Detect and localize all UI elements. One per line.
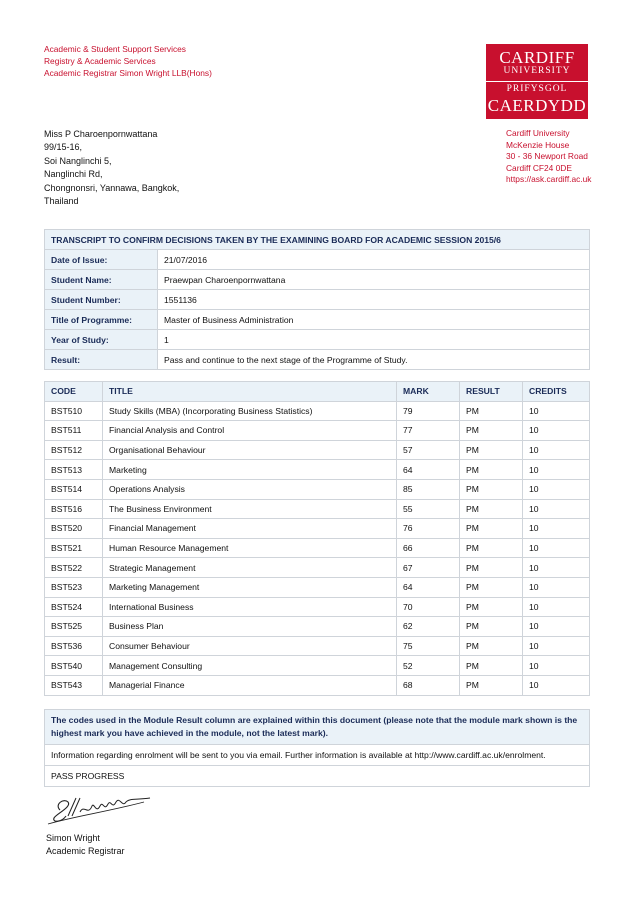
module-mark: 79 (397, 401, 460, 421)
module-code: BST514 (45, 479, 103, 499)
info-value: Praewpan Charoenpornwattana (158, 270, 590, 290)
table-row (45, 538, 590, 558)
module-result: PM (460, 479, 523, 499)
module-code: BST536 (45, 636, 103, 656)
module-mark: 75 (397, 636, 460, 656)
column-header-code: CODE (45, 382, 103, 402)
module-mark: 52 (397, 656, 460, 676)
module-code: BST522 (45, 558, 103, 578)
department-line: Academic & Student Support Services (44, 44, 186, 54)
module-title: Financial Management (103, 519, 397, 539)
address-line: McKenzie House (506, 139, 570, 150)
info-row (45, 250, 590, 270)
department-line: Registry & Academic Services (44, 56, 156, 66)
cardiff-university-logo (486, 44, 588, 119)
info-label: Year of Study: (45, 330, 158, 350)
module-title: Management Consulting (103, 656, 397, 676)
module-mark: 77 (397, 421, 460, 441)
module-credits: 10 (523, 460, 590, 480)
module-mark: 66 (397, 538, 460, 558)
column-header-credits: CREDITS (523, 382, 590, 402)
address-line: Cardiff University (506, 128, 570, 138)
module-result: PM (460, 656, 523, 676)
university-address (506, 128, 592, 186)
module-mark: 68 (397, 675, 460, 695)
module-mark: 70 (397, 597, 460, 617)
module-result: PM (460, 421, 523, 441)
module-title: Consumer Behaviour (103, 636, 397, 656)
module-title: Managerial Finance (103, 675, 397, 695)
module-result: PM (460, 401, 523, 421)
module-mark: 55 (397, 499, 460, 519)
address-line: Miss P Charoenpornwattana (44, 129, 158, 139)
module-credits: 10 (523, 479, 590, 499)
university-link[interactable]: https://ask.cardiff.ac.uk (506, 174, 592, 185)
module-credits: 10 (523, 440, 590, 460)
module-code: BST524 (45, 597, 103, 617)
info-value: Master of Business Administration (158, 310, 590, 330)
module-title: Study Skills (MBA) (Incorporating Business Statistics) (103, 401, 397, 421)
module-credits: 10 (523, 519, 590, 539)
address-line: 99/15-16, (44, 142, 83, 153)
module-result: PM (460, 558, 523, 578)
module-title: Marketing (103, 460, 397, 480)
info-row (45, 330, 590, 350)
address-line: Cardiff CF24 0DE (506, 162, 572, 173)
module-title: Strategic Management (103, 558, 397, 578)
transcript-title: TRANSCRIPT TO CONFIRM DECISIONS TAKEN BY THE EXAMINING BOARD FOR ACADEMIC SESSION 2015/6 (45, 230, 590, 250)
module-title: Operations Analysis (103, 479, 397, 499)
module-title: Financial Analysis and Control (103, 421, 397, 441)
module-credits: 10 (523, 499, 590, 519)
module-title: Business Plan (103, 617, 397, 637)
module-code: BST523 (45, 577, 103, 597)
module-code: BST516 (45, 499, 103, 519)
department-line: Academic Registrar Simon Wright LLB(Hons) (44, 68, 212, 78)
module-title: The Business Environment (103, 499, 397, 519)
signatory-name: Simon Wright (46, 833, 100, 843)
table-row (45, 675, 590, 695)
module-result: PM (460, 440, 523, 460)
info-value: 21/07/2016 (158, 250, 590, 270)
module-result: PM (460, 538, 523, 558)
module-code: BST512 (45, 440, 103, 460)
module-credits: 10 (523, 577, 590, 597)
module-credits: 10 (523, 421, 590, 441)
module-title: Marketing Management (103, 577, 397, 597)
table-row (45, 656, 590, 676)
logo-line: CARDIFF (499, 48, 575, 67)
signature-image (46, 790, 156, 830)
table-row (45, 558, 590, 578)
info-value: Pass and continue to the next stage of the Programme of Study. (158, 350, 590, 370)
module-code: BST513 (45, 460, 103, 480)
module-mark: 76 (397, 519, 460, 539)
module-mark: 64 (397, 460, 460, 480)
module-mark: 57 (397, 440, 460, 460)
info-label: Student Number: (45, 290, 158, 310)
table-row (45, 401, 590, 421)
module-code: BST511 (45, 421, 103, 441)
table-row (45, 499, 590, 519)
module-credits: 10 (523, 558, 590, 578)
info-value: 1 (158, 330, 590, 350)
table-row (45, 440, 590, 460)
address-line: Thailand (44, 196, 79, 207)
table-row (45, 460, 590, 480)
logo-line: PRIFYSGOL (506, 84, 568, 94)
module-credits: 10 (523, 597, 590, 617)
module-result: PM (460, 499, 523, 519)
module-mark: 85 (397, 479, 460, 499)
table-row (45, 597, 590, 617)
transcript-info-table (44, 229, 590, 370)
module-credits: 10 (523, 538, 590, 558)
logo-divider (486, 81, 588, 82)
info-row (45, 270, 590, 290)
info-row (45, 310, 590, 330)
table-row (45, 636, 590, 656)
module-code: BST510 (45, 401, 103, 421)
address-line: Soi Nanglinchi 5, (44, 155, 112, 166)
module-credits: 10 (523, 401, 590, 421)
module-code: BST540 (45, 656, 103, 676)
logo-line: UNIVERSITY (503, 66, 571, 76)
signatory-block (46, 832, 125, 859)
module-result: PM (460, 577, 523, 597)
table-row (45, 479, 590, 499)
recipient-address (44, 128, 179, 208)
table-row (45, 421, 590, 441)
module-result: PM (460, 636, 523, 656)
module-title: International Business (103, 597, 397, 617)
module-mark: 67 (397, 558, 460, 578)
module-mark: 62 (397, 617, 460, 637)
module-result: PM (460, 519, 523, 539)
module-title: Organisational Behaviour (103, 440, 397, 460)
table-row (45, 519, 590, 539)
info-value: 1551136 (158, 290, 590, 310)
column-header-title: TITLE (103, 382, 397, 402)
module-code: BST521 (45, 538, 103, 558)
modules-body (45, 401, 590, 695)
address-line: Nanglinchi Rd, (44, 169, 103, 180)
module-result: PM (460, 617, 523, 637)
module-result: PM (460, 675, 523, 695)
info-row (45, 350, 590, 370)
module-result: PM (460, 460, 523, 480)
department-header (44, 43, 212, 79)
enrolment-note: Information regarding enrolment will be sent to you via email. Further information is available at http://www.cardiff.ac.uk/enrolment. (45, 745, 590, 766)
table-row (45, 577, 590, 597)
info-label: Title of Programme: (45, 310, 158, 330)
module-mark: 64 (397, 577, 460, 597)
module-credits: 10 (523, 636, 590, 656)
module-title: Human Resource Management (103, 538, 397, 558)
info-label: Result: (45, 350, 158, 370)
progress-status: PASS PROGRESS (45, 766, 590, 787)
module-code: BST520 (45, 519, 103, 539)
info-row (45, 290, 590, 310)
module-code: BST525 (45, 617, 103, 637)
info-label: Student Name: (45, 270, 158, 290)
address-line: 30 - 36 Newport Road (506, 151, 588, 162)
module-credits: 10 (523, 617, 590, 637)
address-line: Chongnonsri, Yannawa, Bangkok, (44, 182, 180, 193)
info-label: Date of Issue: (45, 250, 158, 270)
modules-table (44, 381, 590, 696)
codes-note: The codes used in the Module Result column are explained within this document (please note that the module mark shown is the highest mark you have achieved in the module, not the latest mark). (45, 710, 590, 745)
module-result: PM (460, 597, 523, 617)
column-header-result: RESULT (460, 382, 523, 402)
notes-table (44, 709, 590, 787)
module-code: BST543 (45, 675, 103, 695)
module-credits: 10 (523, 675, 590, 695)
signatory-role: Academic Registrar (46, 846, 125, 857)
logo-line: CAERDYDD (487, 96, 587, 115)
table-row (45, 617, 590, 637)
column-header-mark: MARK (397, 382, 460, 402)
modules-header-row (45, 382, 590, 402)
module-credits: 10 (523, 656, 590, 676)
